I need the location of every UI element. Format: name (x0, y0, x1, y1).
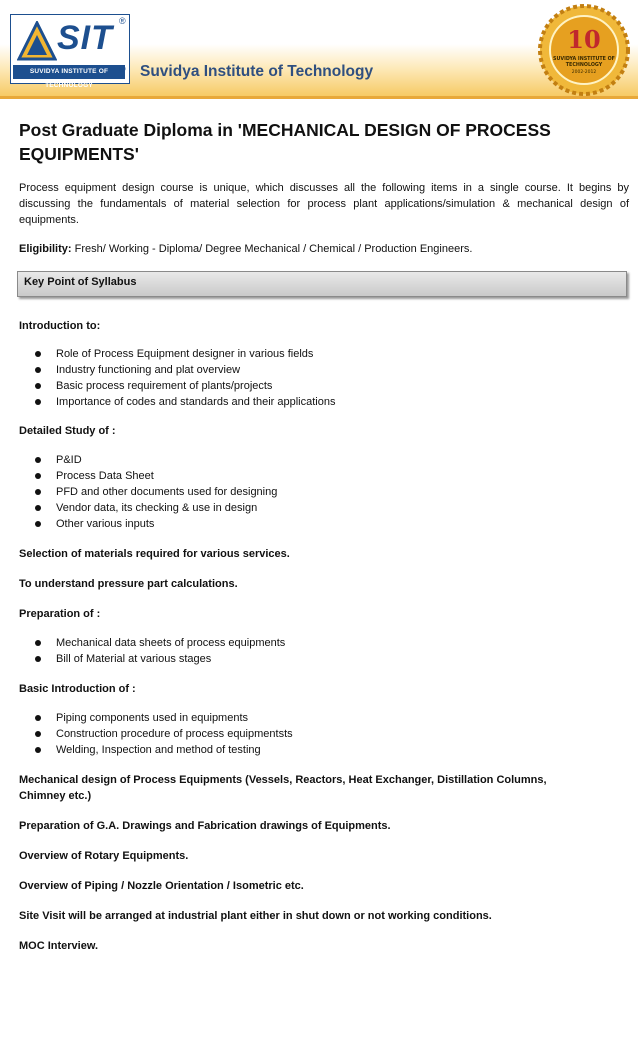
list-item: Role of Process Equipment designer in various fields (19, 346, 629, 362)
list-item: Industry functioning and plat overview (19, 362, 629, 378)
list-item: Construction procedure of process equipmentsts (19, 726, 629, 742)
intro-heading: Introduction to: (19, 320, 101, 332)
seal-years: 2002-2012 (571, 70, 597, 75)
seal-number: 10 (567, 25, 601, 54)
eligibility-text: Fresh/ Working - Diploma/ Degree Mechanical / Chemical / Production Engineers. (74, 243, 473, 255)
page-header (0, 0, 638, 98)
site-visit-line: Site Visit will be arranged at industrial plant either in shut down or not working conditions. (19, 910, 492, 922)
pressure-line: To understand pressure part calculations. (19, 578, 238, 590)
logo-text: SIT (57, 19, 113, 57)
bullet-icon (35, 383, 41, 389)
course-title: Post Graduate Diploma in 'MECHANICAL DESIGN OF PROCESS EQUIPMENTS' (19, 120, 551, 164)
sit-logo (10, 14, 130, 89)
seal-bottom-text: TECHNOLOGY (565, 63, 603, 68)
list-item: Importance of codes and standards and their applications (19, 394, 629, 410)
registered-mark: ® (119, 16, 126, 26)
bullet-icon (35, 399, 41, 405)
bullet-icon (35, 367, 41, 373)
header-divider (0, 96, 638, 99)
list-item: PFD and other documents used for designing (19, 484, 629, 500)
institute-name: Suvidya Institute of Technology (140, 63, 374, 80)
list-item: Welding, Inspection and method of testing (19, 742, 629, 758)
list-item: Process Data Sheet (19, 468, 629, 484)
registered-mark: ® (119, 64, 126, 74)
ten-year-seal-icon (538, 4, 630, 96)
bullet-icon (35, 715, 41, 721)
syllabus-body (19, 318, 629, 954)
bullet-icon (35, 640, 41, 646)
syllabus-section-header (17, 271, 627, 297)
list-item: Bill of Material at various stages (19, 651, 629, 667)
bullet-icon (35, 473, 41, 479)
bullet-icon (35, 351, 41, 357)
triangle-logo-icon (17, 21, 57, 63)
piping-line: Overview of Piping / Nozzle Orientation / Isometric etc. (19, 880, 304, 892)
bullet-icon (35, 505, 41, 511)
bullet-icon (35, 489, 41, 495)
list-item: Piping components used in equipments (19, 710, 629, 726)
eligibility-label: Eligibility: (19, 243, 72, 255)
mech-design-line: Mechanical design of Process Equipments (Vessels, Reactors, Heat Exchanger, Distillation Columns, (19, 774, 547, 786)
logo-band: SUVIDYA INSTITUTE OF TECHNOLOGY (13, 65, 125, 79)
rotary-line: Overview of Rotary Equipments. (19, 850, 189, 862)
ga-drawings-line: Preparation of G.A. Drawings and Fabrication drawings of Equipments. (19, 820, 391, 832)
bullet-icon (35, 656, 41, 662)
list-item: Mechanical data sheets of process equipments (19, 635, 629, 651)
intro-list (19, 346, 629, 410)
list-item: P&ID (19, 452, 629, 468)
preparation-heading: Preparation of : (19, 608, 101, 620)
bullet-icon (35, 731, 41, 737)
moc-line: MOC Interview. (19, 940, 99, 952)
materials-line: Selection of materials required for various services. (19, 548, 290, 560)
basic-list (19, 710, 629, 758)
seal-top-text: SUVIDYA INSTITUTE OF (553, 57, 615, 62)
basic-heading: Basic Introduction of : (19, 683, 136, 695)
bullet-icon (35, 747, 41, 753)
list-item: Vendor data, its checking & use in design (19, 500, 629, 516)
preparation-list (19, 635, 629, 667)
detailed-heading: Detailed Study of : (19, 425, 116, 437)
bullet-icon (35, 457, 41, 463)
detailed-list (19, 452, 629, 532)
list-item: Basic process requirement of plants/projects (19, 378, 629, 394)
course-intro: Process equipment design course is unique, which discusses all the following items in a single course. It begins by discussing the fundamentals of material selection for process plant applications/simulation & mechanical design of equipments. (19, 182, 629, 226)
eligibility (19, 241, 472, 257)
bullet-icon (35, 521, 41, 527)
list-item: Other various inputs (19, 516, 629, 532)
section-title: Key Point of Syllabus (24, 276, 137, 288)
mech-design-line-cont: Chimney etc.) (19, 790, 92, 802)
